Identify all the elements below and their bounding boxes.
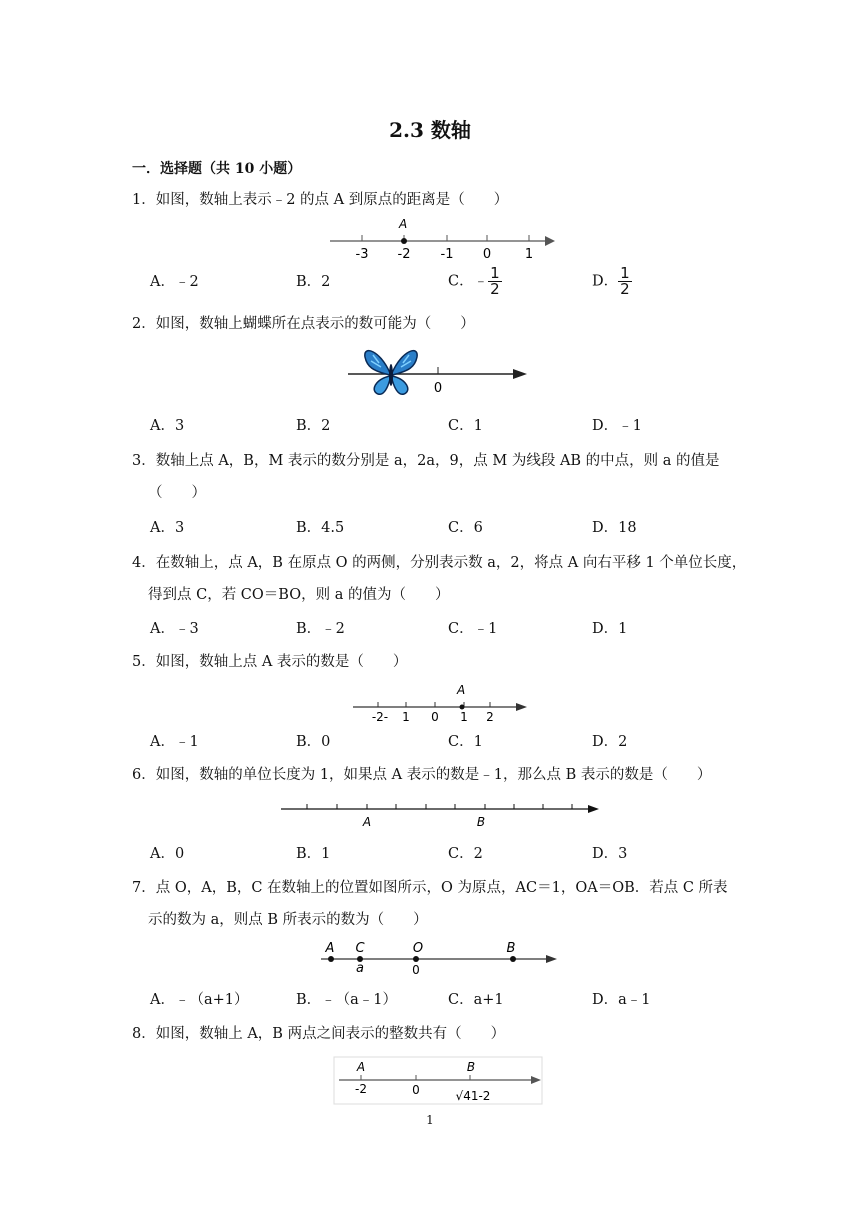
option-a[interactable]: A．﹣3 <box>150 621 199 637</box>
point-label-b: B <box>466 1060 476 1074</box>
question-2-number-line <box>345 345 530 399</box>
tick-label: -2- <box>371 710 389 724</box>
option-d-label: D． <box>592 273 619 290</box>
question-7-text: 7．点 O，A，B，C 在数轴上的位置如图所示，O 为原点，AC＝1，OA＝OB．若点 C 所表 <box>132 880 728 896</box>
option-a[interactable]: A．3 <box>150 520 185 536</box>
tick-label: 0 <box>412 963 420 977</box>
axis-arrow <box>513 369 527 379</box>
option-b[interactable]: B．2 <box>296 274 331 290</box>
option-d[interactable]: D．﹣1 <box>592 418 642 434</box>
fraction-numerator: 1 <box>490 264 500 282</box>
option-c[interactable]: C．2 <box>448 846 483 862</box>
tick-label: 1 <box>524 247 534 262</box>
option-c[interactable]: C．6 <box>448 520 483 536</box>
axis-arrow <box>516 703 527 711</box>
option-b[interactable]: B．1 <box>296 846 331 862</box>
tick-label: -1 <box>440 247 454 262</box>
question-4 <box>132 553 746 605</box>
fraction <box>488 266 502 297</box>
point-label-a: A <box>457 683 466 697</box>
question-8-text: 8．如图，数轴上 A，B 两点之间表示的整数共有（ ） <box>132 1026 506 1042</box>
tick-label: 0 <box>433 381 443 396</box>
question-6 <box>132 765 711 785</box>
tick-label: 1 <box>460 710 468 724</box>
question-1-number-line <box>325 212 555 264</box>
option-d[interactable]: D．3 <box>592 846 628 862</box>
option-b[interactable]: B．﹣（a﹣1） <box>296 992 398 1008</box>
point-label-a: A <box>362 815 372 829</box>
question-3-text-cont: （ ） <box>148 485 206 501</box>
axis-arrow <box>588 805 599 813</box>
question-2 <box>132 314 475 334</box>
question-5-number-line <box>350 680 530 724</box>
tick-label: 0 <box>431 710 439 724</box>
option-a[interactable]: A．3 <box>150 418 185 434</box>
section-heading: 一．选择题（共 10 小题） <box>132 161 302 177</box>
question-7-number-line <box>318 938 560 980</box>
axis-arrow <box>545 236 555 246</box>
question-8 <box>132 1024 505 1044</box>
point-o <box>413 956 419 962</box>
option-d[interactable]: D．1 <box>592 621 628 637</box>
option-c[interactable]: C．a+1 <box>448 992 504 1008</box>
point-a <box>460 705 465 710</box>
option-b[interactable]: B．2 <box>296 418 331 434</box>
question-3 <box>132 451 720 503</box>
tick-label: a <box>356 961 364 976</box>
fraction-numerator: 1 <box>620 264 630 282</box>
point-label-b: B <box>506 941 516 956</box>
question-8-number-line <box>333 1056 545 1106</box>
point-label-b: B <box>476 815 486 829</box>
option-c[interactable]: C．1 <box>448 734 483 750</box>
fraction <box>618 266 632 297</box>
option-d[interactable]: D．a﹣1 <box>592 992 651 1008</box>
butterfly-icon <box>365 351 417 395</box>
option-b[interactable]: B．0 <box>296 734 331 750</box>
question-3-text: 3．数轴上点 A，B，M 表示的数分别是 a，2a，9，点 M 为线段 AB 的中点，则 a 的值是 <box>132 453 720 469</box>
option-a[interactable]: A．﹣2 <box>150 274 199 290</box>
axis-arrow <box>531 1076 541 1084</box>
tick-label: -2 <box>355 1082 367 1096</box>
page-title: 2.3 数轴 <box>389 118 471 142</box>
point-label-a: A <box>399 217 408 231</box>
point-label-c: C <box>355 941 365 956</box>
fraction-denominator: 2 <box>490 280 500 298</box>
page-number: 1 <box>426 1113 434 1127</box>
point-label-a: A <box>356 1060 366 1074</box>
point-label-o: O <box>412 941 424 956</box>
question-7 <box>132 878 728 930</box>
question-7-text-cont: 示的数为 a，则点 B 所表示的数为（ ） <box>148 912 428 928</box>
option-d[interactable]: D．18 <box>592 520 637 536</box>
tick-label: 0 <box>482 247 492 262</box>
question-2-text: 2．如图，数轴上蝴蝶所在点表示的数可能为（ ） <box>132 316 475 332</box>
point-b <box>510 956 516 962</box>
question-1-text: 1．如图，数轴上表示﹣2 的点 A 到原点的距离是（ ） <box>132 192 509 208</box>
tick-label: 2 <box>486 710 494 724</box>
question-1 <box>132 190 508 210</box>
option-b[interactable]: B．4.5 <box>296 520 345 536</box>
question-6-text: 6．如图，数轴的单位长度为 1，如果点 A 表示的数是﹣1，那么点 B 表示的数是（ ） <box>132 767 712 783</box>
question-4-text-cont: 得到点 C，若 CO＝BO，则 a 的值为（ ） <box>148 587 450 603</box>
tick-label: -2 <box>397 247 411 262</box>
tick-label: 1 <box>402 710 410 724</box>
tick-label: 0 <box>412 1083 420 1097</box>
option-c[interactable]: C．﹣1 <box>448 621 498 637</box>
option-a[interactable]: A．0 <box>150 846 185 862</box>
point-label-a: A <box>325 941 335 956</box>
option-c-label: C．﹣ <box>448 273 489 290</box>
option-a[interactable]: A．﹣（a+1） <box>150 992 249 1008</box>
question-5 <box>132 652 407 672</box>
point-a <box>401 238 407 244</box>
option-c[interactable] <box>448 266 502 297</box>
question-6-number-line <box>278 798 602 830</box>
option-d[interactable] <box>592 266 632 297</box>
option-c[interactable]: C．1 <box>448 418 483 434</box>
option-d[interactable]: D．2 <box>592 734 628 750</box>
fraction-denominator: 2 <box>620 280 630 298</box>
point-a <box>328 956 334 962</box>
tick-label: √41-2 <box>455 1089 491 1103</box>
axis-arrow <box>546 955 557 963</box>
question-4-text: 4．在数轴上，点 A，B 在原点 O 的两侧，分别表示数 a，2，将点 A 向右平移 1 个单位长度， <box>132 555 747 571</box>
option-a[interactable]: A．﹣1 <box>150 734 199 750</box>
tick-label: -3 <box>355 247 369 262</box>
option-b[interactable]: B．﹣2 <box>296 621 345 637</box>
question-5-text: 5．如图，数轴上点 A 表示的数是（ ） <box>132 654 408 670</box>
